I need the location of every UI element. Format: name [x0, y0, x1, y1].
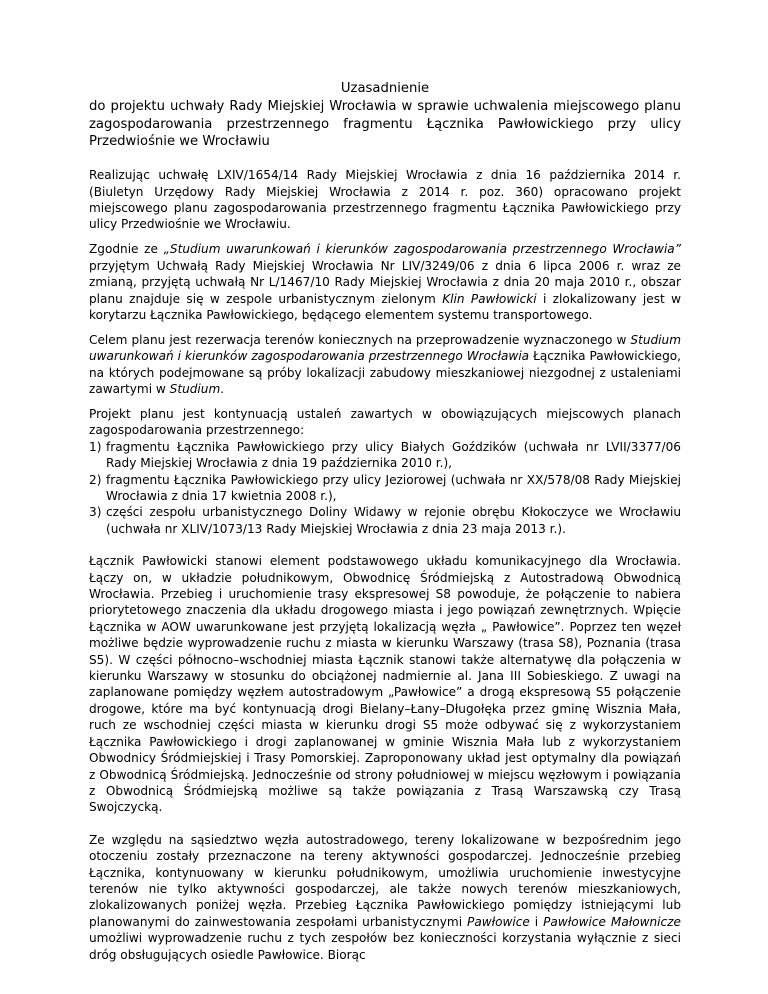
- paragraph-3: [89, 332, 681, 398]
- document-header: [89, 80, 681, 151]
- paragraph-2-text-a: Zgodnie ze: [89, 242, 164, 257]
- paragraph-6-pawlowice-malownicze: Pawłowice Małownicze: [543, 914, 681, 929]
- list-item-text: fragmentu Łącznika Pawłowickiego przy ulicy Jeziorowej (uchwała nr XX/578/08 Rady Miejskiej Wrocławia z dnia 17 kwietnia 2008 r.),: [106, 472, 681, 503]
- paragraph-2-text-e: i zlokalizowany jest w korytarzu Łącznika Pawłowickiego, będącego elementem systemu transportowego.: [89, 291, 681, 322]
- paragraph-6: [89, 832, 681, 963]
- paragraph-3-studium-title: Studium uwarunkowań i kierunków zagospodarowania przestrzennego Wrocławia: [89, 332, 681, 364]
- paragraph-3-text-a: Celem planu jest rezerwacja terenów koniecznych na przeprowadzenie wyznaczonego w: [89, 332, 631, 347]
- paragraph-1: Realizując uchwałę LXIV/1654/14 Rady Miejskiej Wrocławia z dnia 16 października 2014 r. (Biuletyn Urzędowy Rady Miejskiej Wrocławia z 2014 r. poz. 360) opracowano projekt miejscowego planu zagospodarowania przestrzennego fragmentu Łącznika Pawłowickiego przy ulicy Przedwiośnie we Wrocławiu.: [89, 168, 681, 232]
- document-title: Uzasadnienie: [340, 81, 430, 96]
- document-page: [89, 80, 681, 971]
- paragraph-6-text-e: umożliwi wyprowadzenie ruchu z tych zespołów bez konieczności korzystania wyłącznie z sieci dróg obsługujących osiedle Pawłowice. Biorąc: [89, 931, 681, 962]
- paragraph-6-text-a: Ze względu na sąsiedztwo węzła autostradowego, tereny lokalizowane w bezpośrednim jego otoczeniu zostały przeznaczone na tereny aktywności gospodarczej. Jednocześnie przebieg Łącznika, kontynuowany w kierunku południkowym, umożliwia uruchomienie inwestycyjne terenów nie tylko aktywności gospodarczej, ale także nowych terenów mieszkaniowych, zlokalizowanych poniżej węzła. Przebieg Łącznika Pawłowickiego pomiędzy istniejącymi lub planowanymi do zainwestowania zespołami urbanistycznymi: [89, 832, 681, 929]
- paragraph-6-pawlowice: Pawłowice: [467, 914, 530, 929]
- paragraph-2-text-c: przyjętym Uchwałą Rady Miejskiej Wrocławia Nr LIV/3249/06 z dnia 6 lipca 2006 r. wraz ze zmianą, przyjętą uchwałą Nr L/1467/10 Rady Miejskiej Wrocławia z dnia 20 maja 2010 r., obszar planu znajduje się w zespole urbanistycznym zielonym: [89, 258, 681, 306]
- list-item: [89, 504, 681, 537]
- list-item-text: części zespołu urbanistycznego Doliny Widawy w rejonie obrębu Kłokoczyce we Wrocławiu (uchwała nr XLIV/1073/13 Rady Miejskiej Wrocławia z dnia 23 maja 2013 r.).: [106, 505, 681, 536]
- paragraph-2: [89, 241, 681, 323]
- list-item-number: 1): [89, 439, 102, 454]
- paragraph-4: Projekt planu jest kontynuacją ustaleń zawartych w obowiązujących miejscowych planach zagospodarowania przestrzennego:: [89, 406, 681, 438]
- list-item-text: fragmentu Łącznika Pawłowickiego przy ulicy Białych Goździków (uchwała nr LVII/3377/06 Rady Miejskiej Wrocławia z dnia 19 października 2010 r.),: [106, 439, 681, 471]
- document-subtitle: do projektu uchwały Rady Miejskiej Wrocławia w sprawie uchwalenia miejscowego planu zagospodarowania przestrzennego fragmentu Łącznika Pawłowickiego przy ulicy Przedwiośnie we Wrocławiu: [89, 98, 681, 150]
- paragraph-3-text-e: .: [220, 382, 225, 397]
- paragraph-3-studium-word: Studium: [169, 382, 221, 397]
- list-item: [89, 439, 681, 472]
- paragraph-6-text-c: i: [529, 914, 544, 929]
- list-item-number: 2): [89, 472, 102, 487]
- paragraph-3-text-c: Łącznika Pawłowickiego, na których podejmowane są próby lokalizacji zabudowy mieszkaniowej niezgodnej z ustaleniami zawartymi w: [89, 349, 681, 397]
- plans-list: [89, 439, 681, 537]
- paragraph-5: Łącznik Pawłowicki stanowi element podstawowego układu komunikacyjnego dla Wrocławia. Łączy on, w układzie południkowym, Obwodnicę Śródmiejską z Autostradową Obwodnicą Wrocławia. Przebieg i uruchomienie trasy ekspresowej S8 powoduje, że połączenie to nabiera priorytetowego znaczenia dla układu drogowego miasta i jego powiązań zewnętrznych. Wpięcie Łącznika w AOW uwarunkowane jest przyjętą lokalizacją węzła „ Pawłowice”. Poprzez ten węzeł możliwe będzie wyprowadzenie ruchu z miasta w kierunku Warszawy (trasa S8), Poznania (trasa S5). W części północno–wschodniej miasta Łącznik stanowi także alternatywę dla połączenia w kierunku Warszawy w stosunku do obciążonej nadmiernie al. Jana III Sobieskiego. Z uwagi na zaplanowane pomiędzy węzłem autostradowym „Pawłowice” a drogą ekspresową S5 połączenie drogowe, które ma być kontynuacją drogi Bielany–Łany–Długołęka przez gminę Wisznia Mała, ruch ze wschodniej części miasta w kierunku drogi S5 może odbywać się z wykorzystaniem Łącznika Pawłowickiego i drogi zaplanowanej w gminie Wisznia Mała lub z wykorzystaniem Obwodnicy Śródmiejskiej i Trasy Pomorskiej. Zaproponowany układ jest optymalny dla powiązań z Obwodnicą Śródmiejską. Jednocześnie od strony południowej w miejscu węzłowym i powiązania z Obwodnicą Śródmiejską możliwe są także powiązania z Trasą Warszawską czy Trasą Swojczycką.: [89, 554, 681, 815]
- paragraph-2-studium-title: „Studium uwarunkowań i kierunków zagospodarowania przestrzennego Wrocławia”: [163, 242, 681, 257]
- paragraph-2-klin-name: Klin Pawłowicki: [442, 291, 537, 306]
- list-item: [89, 472, 681, 505]
- list-item-number: 3): [89, 505, 102, 520]
